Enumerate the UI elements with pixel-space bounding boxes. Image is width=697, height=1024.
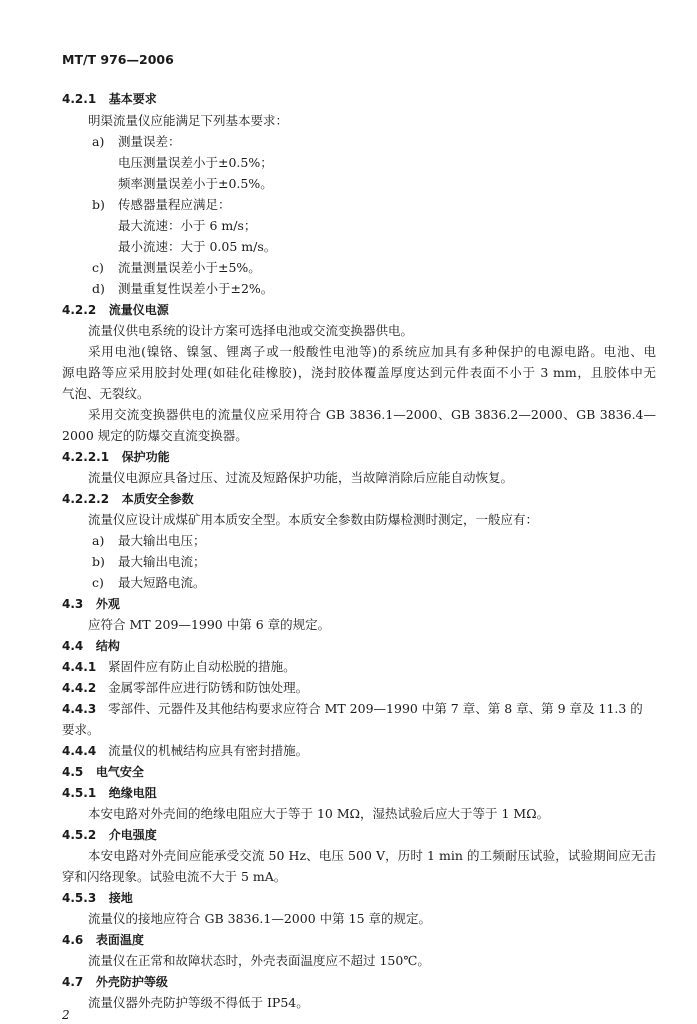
section-title: 流量仪电源	[108, 303, 169, 317]
paragraph: 流量仪在正常和故障状态时，外壳表面温度应不超过 150℃。	[88, 953, 430, 968]
section-title: 表面温度	[95, 933, 144, 947]
section-heading-4-2-2	[62, 302, 169, 318]
clause-number: 4.4.4	[62, 744, 97, 758]
section-title: 本质安全参数	[121, 492, 194, 506]
section-number: 4.2.2.1	[62, 450, 110, 464]
paragraph-line: 2000 规定的防爆交直流变换器。	[62, 428, 248, 443]
clause-4-4-3	[62, 701, 643, 717]
list-subitem: 电压测量误差小于±0.5%；	[118, 155, 273, 170]
section-title: 绝缘电阻	[108, 786, 157, 800]
section-heading-4-4	[62, 638, 120, 654]
clause-number: 4.4.1	[62, 660, 97, 674]
list-item: 流量测量误差小于±5%。	[118, 260, 261, 275]
section-title: 基本要求	[108, 92, 157, 106]
paragraph: 流量仪供电系统的设计方案可选择电池或交流变换器供电。	[88, 323, 414, 338]
list-label: b)	[92, 554, 105, 569]
paragraph-line: 源电路等应采用胶封处理(如硅化硅橡胶)，浇封胶体覆盖厚度达到元件表面不小于 3 mm，且胶体中无	[62, 365, 656, 380]
section-heading-4-2-1	[62, 91, 157, 107]
section-number: 4.2.2.2	[62, 492, 110, 506]
section-title: 电气安全	[95, 765, 144, 779]
section-number: 4.3	[62, 597, 84, 611]
paragraph: 应符合 MT 209—1990 中第 6 章的规定。	[88, 617, 331, 632]
list-item: 最大短路电流。	[118, 575, 206, 590]
clause-text: 流量仪的机械结构应具有密封措施。	[108, 743, 309, 758]
clause-number: 4.4.2	[62, 681, 97, 695]
section-heading-4-5	[62, 764, 144, 780]
section-number: 4.2.2	[62, 303, 97, 317]
paragraph-line: 穿和闪络现象。试验电流不大于 5 mA。	[62, 869, 287, 884]
section-title: 外观	[95, 597, 120, 611]
paragraph: 流量仪电源应具备过压、过流及短路保护功能，当故障消除后应能自动恢复。	[88, 470, 514, 485]
list-label: d)	[92, 281, 105, 296]
section-number: 4.4	[62, 639, 84, 653]
list-label: a)	[92, 134, 105, 149]
list-label: c)	[92, 260, 104, 275]
section-heading-4-3	[62, 596, 120, 612]
paragraph: 本安电路对外壳间的绝缘电阻应大于等于 10 MΩ，湿热试验后应大于等于 1 MΩ。	[88, 806, 550, 821]
paragraph-line: 采用交流变换器供电的流量仪应采用符合 GB 3836.1—2000、GB 3836.2—2000、GB 3836.4—	[88, 407, 656, 422]
list-item: 测量误差：	[118, 134, 181, 149]
section-number: 4.5.2	[62, 828, 97, 842]
section-title: 外壳防护等级	[95, 975, 168, 989]
paragraph-line: 本安电路对外壳间应能承受交流 50 Hz、电压 500 V，历时 1 min 的工频耐压试验，试验期间应无击	[88, 848, 656, 863]
clause-text: 金属零部件应进行防锈和防蚀处理。	[108, 680, 309, 695]
section-number: 4.6	[62, 933, 84, 947]
clause-4-4-1	[62, 659, 296, 675]
paragraph: 流量仪应设计成煤矿用本质安全型。本质安全参数由防爆检测时测定，一般应有：	[88, 512, 539, 527]
section-heading-4-7	[62, 974, 168, 990]
section-heading-4-6	[62, 932, 144, 948]
paragraph: 流量仪器外壳防护等级不得低于 IP54。	[88, 995, 309, 1010]
clause-text: 零部件、元器件及其他结构要求应符合 MT 209—1990 中第 7 章、第 8 章、第 9 章及 11.3 的	[108, 701, 643, 716]
section-number: 4.5.1	[62, 786, 97, 800]
clause-number: 4.4.3	[62, 702, 97, 716]
section-title: 接地	[108, 891, 133, 905]
section-heading-4-2-2-1	[62, 449, 170, 465]
page-number: 2	[62, 1008, 70, 1022]
list-item: 最大输出电压；	[118, 533, 206, 548]
section-number: 4.7	[62, 975, 84, 989]
list-item: 最大输出电流；	[118, 554, 206, 569]
paragraph-line: 气泡、无裂纹。	[62, 386, 150, 401]
clause-4-4-2	[62, 680, 308, 696]
paragraph-line: 采用电池(镍铬、镍氢、锂离子或一般酸性电池等)的系统应加具有多种保护的电源电路。电池、电	[88, 344, 656, 359]
list-subitem: 最大流速：小于 6 m/s；	[118, 218, 257, 233]
section-number: 4.2.1	[62, 92, 97, 106]
section-number: 4.5	[62, 765, 84, 779]
clause-text: 紧固件应有防止自动松脱的措施。	[108, 659, 296, 674]
list-subitem: 频率测量误差小于±0.5%。	[118, 176, 273, 191]
section-title: 介电强度	[108, 828, 157, 842]
section-heading-4-5-2	[62, 827, 157, 843]
list-item: 传感器量程应满足：	[118, 197, 231, 212]
list-subitem: 最小流速：大于 0.05 m/s。	[118, 239, 277, 254]
section-heading-4-2-2-2	[62, 491, 194, 507]
paragraph: 流量仪的接地应符合 GB 3836.1—2000 中第 15 章的规定。	[88, 911, 431, 926]
paragraph: 明渠流量仪应能满足下列基本要求：	[88, 113, 289, 128]
section-heading-4-5-3	[62, 890, 133, 906]
section-title: 保护功能	[121, 450, 170, 464]
document-id: MT/T 976—2006	[62, 52, 174, 67]
section-heading-4-5-1	[62, 785, 157, 801]
section-number: 4.5.3	[62, 891, 97, 905]
clause-4-4-4	[62, 743, 308, 759]
clause-text-continued: 要求。	[62, 722, 100, 737]
list-label: c)	[92, 575, 104, 590]
list-label: a)	[92, 533, 105, 548]
list-item: 测量重复性误差小于±2%。	[118, 281, 274, 296]
list-label: b)	[92, 197, 105, 212]
section-title: 结构	[95, 639, 120, 653]
